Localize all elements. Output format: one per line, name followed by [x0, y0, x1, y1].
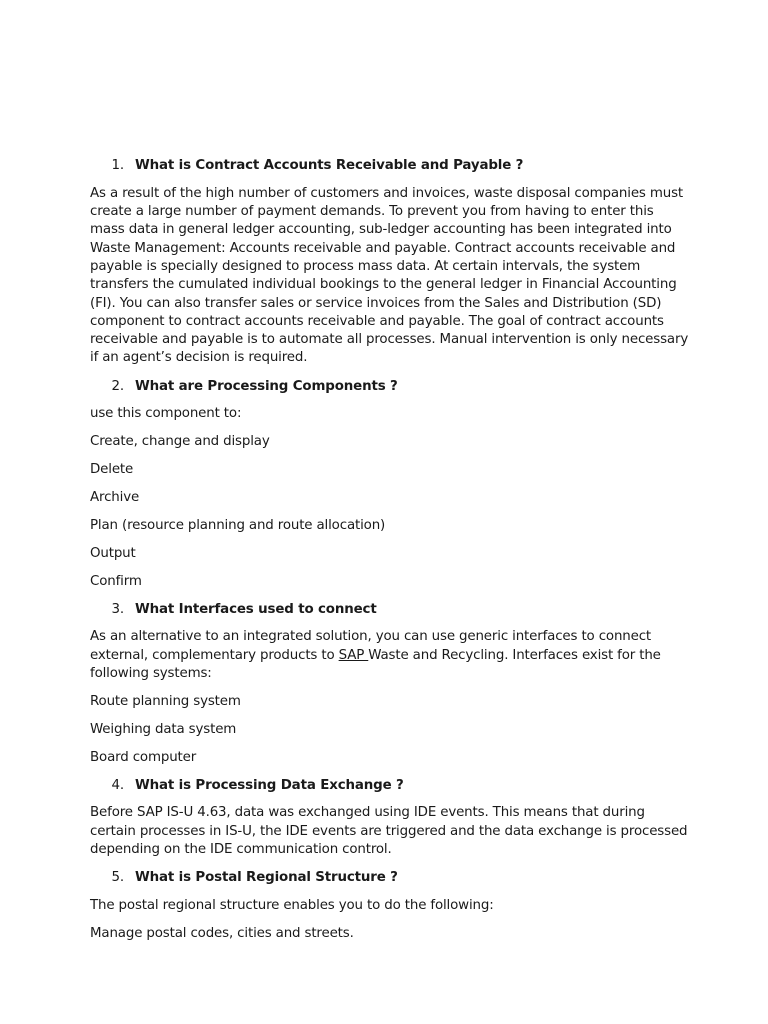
question-text: What Interfaces used to connect [135, 601, 377, 617]
document-page [90, 157, 690, 952]
list-number: 5. [111, 869, 124, 885]
question-heading-2 [90, 378, 690, 396]
list-number: 4. [111, 777, 124, 793]
answer-list-item: Archive [90, 490, 140, 506]
answer-paragraph [90, 628, 690, 683]
answer-list-item: Plan (resource planning and route allocation) [90, 517, 386, 533]
answer-list-item: Confirm [90, 573, 142, 589]
answer-list-item: Route planning system [90, 693, 241, 709]
answer-list-item: Manage postal codes, cities and streets. [90, 925, 354, 941]
answer-paragraph: The postal regional structure enables you to do the following: [90, 897, 494, 913]
answer-paragraph: use this component to: [90, 406, 242, 422]
answer-list-item: Create, change and display [90, 434, 270, 450]
intro-text-continued: Waste and Recycling. Interfaces exist for the following systems: [90, 647, 661, 681]
answer-paragraph: Before SAP IS-U 4.63, data was exchanged using IDE events. This means that during certain processes in IS-U, the IDE events are triggered and the data exchange is processed depending on the IDE communication control. [90, 805, 688, 857]
answer-list-item: Weighing data system [90, 721, 237, 737]
question-heading-5 [90, 869, 690, 887]
list-number: 1. [111, 158, 124, 173]
question-text: What is Processing Data Exchange ? [135, 777, 404, 793]
list-number: 2. [111, 378, 124, 394]
answer-list-item: Board computer [90, 749, 197, 765]
answer-paragraph: As a result of the high number of customers and invoices, waste disposal companies must create a large number of payment demands. To prevent you from having to enter this mass data in general ledger accounting, sub-ledger accounting has been integrated into Waste Management: Accounts receivable and payable. Contract accounts receivable and payable is specially designed to process mass data. At certain intervals, the system transfers the cumulated individual bookings to the general ledger in Financial Accounting (FI). You can also transfer sales or service invoices from the Sales and Distribution (SD) component to contract accounts receivable and payable. The goal of contract accounts receivable and payable is to automate all processes. Manual intervention is only necessary if an agent’s decision is required. [90, 185, 689, 366]
question-text: What is Postal Regional Structure ? [135, 869, 398, 885]
answer-list-item: Delete [90, 462, 134, 478]
answer-list-item: Output [90, 545, 136, 561]
question-heading-1 [90, 157, 690, 175]
question-heading-4 [90, 777, 690, 795]
question-text: What are Processing Components ? [135, 378, 398, 394]
sap-link[interactable]: SAP [338, 647, 369, 663]
intro-text: As an alternative to an integrated solution, you can use generic interfaces to connect external, complementary products to [90, 629, 652, 663]
question-heading-3 [90, 601, 690, 619]
question-text: What is Contract Accounts Receivable and Payable ? [135, 158, 524, 173]
list-number: 3. [111, 601, 124, 617]
